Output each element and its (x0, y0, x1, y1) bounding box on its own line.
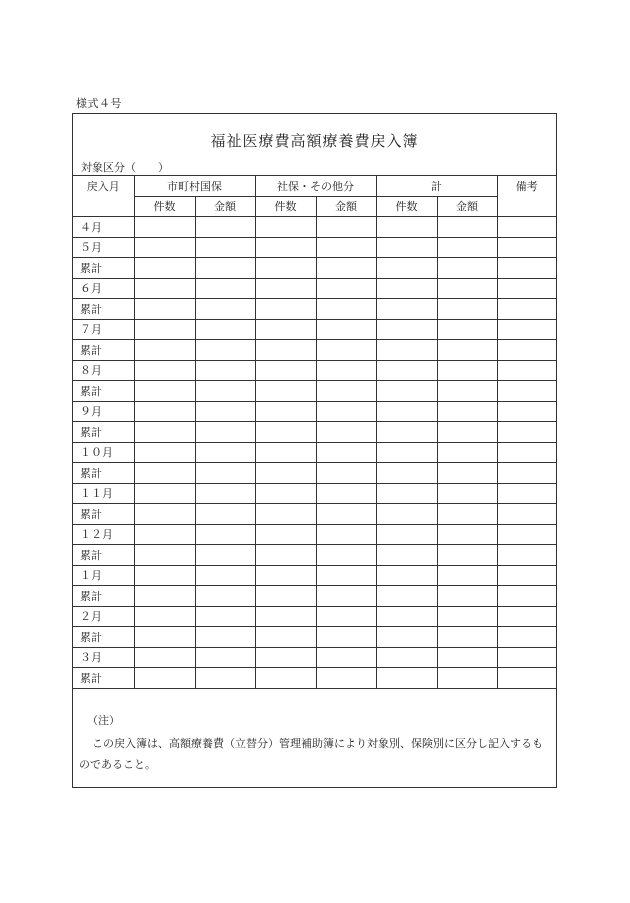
ledger-cell (134, 586, 195, 607)
cumulative-row (73, 586, 556, 607)
ledger-cell (437, 647, 497, 668)
ledger-cell (437, 565, 497, 586)
ledger-cell (497, 524, 556, 545)
ledger-cell (195, 258, 255, 279)
ledger-cell (134, 237, 195, 258)
ledger-cell (316, 381, 376, 402)
ledger-cell (376, 360, 437, 381)
total-header: 計 (376, 176, 497, 197)
ledger-cell (376, 237, 437, 258)
month-row (73, 278, 556, 299)
social-insurance-other-header: 社保・その他分 (255, 176, 376, 197)
ledger-cell (497, 606, 556, 627)
row-label: 累計 (73, 586, 134, 607)
ledger-cell (134, 524, 195, 545)
ledger-cell (316, 647, 376, 668)
ledger-cell (195, 524, 255, 545)
ledger-cell (316, 586, 376, 607)
ledger-cell (437, 483, 497, 504)
ledger-cell (195, 668, 255, 689)
ledger-cell (195, 299, 255, 320)
ledger-cell (255, 668, 316, 689)
ledger-cell (255, 278, 316, 299)
ledger-cell (376, 299, 437, 320)
cumulative-row (73, 668, 556, 689)
ledger-cell (437, 442, 497, 463)
ledger-cell (376, 278, 437, 299)
month-row (73, 319, 556, 340)
municipal-nhi-header: 市町村国保 (134, 176, 255, 197)
ledger-cell (195, 360, 255, 381)
ledger-cell (316, 565, 376, 586)
ledger-cell (497, 483, 556, 504)
row-label: 累計 (73, 668, 134, 689)
ledger-cell (195, 647, 255, 668)
ledger-cell (497, 442, 556, 463)
ledger-cell (437, 586, 497, 607)
ledger-cell (437, 422, 497, 443)
ledger-cell (195, 565, 255, 586)
row-label: １月 (73, 565, 134, 586)
ledger-cell (316, 627, 376, 648)
ledger-cell (134, 381, 195, 402)
ledger-cell (316, 524, 376, 545)
ledger-cell (255, 299, 316, 320)
ledger-cell (376, 586, 437, 607)
ledger-cell (195, 401, 255, 422)
ledger-cell (497, 319, 556, 340)
row-label: ６月 (73, 278, 134, 299)
ledger-cell (255, 217, 316, 238)
subject-category-label: 対象区分（ ） (81, 161, 169, 174)
ledger-cell (134, 627, 195, 648)
row-label: 累計 (73, 340, 134, 361)
form-title: 福祉医療費高額療養費戻入簿 (210, 132, 419, 150)
ledger-cell (255, 483, 316, 504)
count-header: 件数 (376, 196, 437, 217)
ledger-cell (497, 299, 556, 320)
ledger-cell (376, 647, 437, 668)
ledger-cell (134, 340, 195, 361)
ledger-cell (437, 627, 497, 648)
ledger-cell (255, 319, 316, 340)
ledger-cell (316, 463, 376, 484)
ledger-cell (316, 401, 376, 422)
ledger-cell (437, 463, 497, 484)
ledger-cell (195, 237, 255, 258)
ledger-cell (437, 524, 497, 545)
ledger-cell (316, 668, 376, 689)
ledger-cell (195, 606, 255, 627)
month-header: 戻入月 (73, 176, 134, 217)
row-label: 累計 (73, 463, 134, 484)
ledger-cell (376, 319, 437, 340)
row-label: ９月 (73, 401, 134, 422)
ledger-cell (195, 278, 255, 299)
remarks-header: 備考 (497, 176, 556, 217)
ledger-cell (376, 565, 437, 586)
cumulative-row (73, 627, 556, 648)
ledger-cell (497, 258, 556, 279)
amount-header: 金額 (316, 196, 376, 217)
month-row (73, 565, 556, 586)
ledger-cell (376, 606, 437, 627)
note-heading: （注） (87, 714, 120, 727)
ledger-cell (497, 217, 556, 238)
ledger-cell (497, 545, 556, 566)
ledger-cell (134, 401, 195, 422)
ledger-cell (195, 319, 255, 340)
ledger-cell (195, 627, 255, 648)
ledger-cell (376, 524, 437, 545)
ledger-cell (255, 360, 316, 381)
row-label: 累計 (73, 299, 134, 320)
ledger-cell (255, 504, 316, 525)
ledger-cell (497, 381, 556, 402)
ledger-cell (437, 278, 497, 299)
month-row (73, 401, 556, 422)
ledger-cell (437, 381, 497, 402)
ledger-cell (316, 483, 376, 504)
month-row (73, 647, 556, 668)
row-label: １０月 (73, 442, 134, 463)
month-row (73, 237, 556, 258)
ledger-cell (255, 442, 316, 463)
ledger-cell (376, 504, 437, 525)
ledger-cell (134, 278, 195, 299)
month-row (73, 360, 556, 381)
ledger-cell (497, 360, 556, 381)
ledger-cell (497, 340, 556, 361)
count-header: 件数 (255, 196, 316, 217)
ledger-cell (376, 217, 437, 238)
ledger-cell (437, 258, 497, 279)
ledger-cell (316, 217, 376, 238)
ledger-cell (437, 319, 497, 340)
ledger-cell (316, 258, 376, 279)
row-label: ５月 (73, 237, 134, 258)
row-label: 累計 (73, 422, 134, 443)
ledger-cell (134, 463, 195, 484)
ledger-cell (195, 217, 255, 238)
count-header: 件数 (134, 196, 195, 217)
row-label: 累計 (73, 545, 134, 566)
cumulative-row (73, 545, 556, 566)
header-row-1 (73, 176, 556, 197)
ledger-cell (497, 422, 556, 443)
ledger-cell (195, 504, 255, 525)
ledger-cell (134, 504, 195, 525)
ledger-cell (195, 545, 255, 566)
ledger-cell (497, 586, 556, 607)
row-label: ８月 (73, 360, 134, 381)
month-row (73, 606, 556, 627)
ledger-cell (316, 545, 376, 566)
header-row-2 (73, 196, 556, 217)
ledger-cell (437, 237, 497, 258)
ledger-cell (376, 483, 437, 504)
ledger-cell (255, 606, 316, 627)
ledger-cell (376, 442, 437, 463)
ledger-cell (316, 360, 376, 381)
ledger-cell (497, 668, 556, 689)
ledger-cell (195, 442, 255, 463)
ledger-cell (316, 504, 376, 525)
ledger-cell (255, 422, 316, 443)
cumulative-row (73, 504, 556, 525)
row-label: ３月 (73, 647, 134, 668)
ledger-cell (255, 463, 316, 484)
note-text: この戻入簿は、高額療養費（立替分）管理補助簿により対象別、保険別に区分し記入するものであること。 (79, 737, 543, 771)
ledger-cell (134, 360, 195, 381)
ledger-cell (255, 627, 316, 648)
ledger-cell (316, 278, 376, 299)
ledger-cell (376, 463, 437, 484)
ledger-cell (134, 319, 195, 340)
month-row (73, 483, 556, 504)
ledger-cell (497, 463, 556, 484)
cumulative-row (73, 299, 556, 320)
ledger-cell (195, 586, 255, 607)
cumulative-row (73, 258, 556, 279)
ledger-cell (134, 258, 195, 279)
ledger-cell (134, 217, 195, 238)
row-label: 累計 (73, 381, 134, 402)
ledger-cell (255, 340, 316, 361)
row-label: ７月 (73, 319, 134, 340)
amount-header: 金額 (195, 196, 255, 217)
ledger-cell (316, 237, 376, 258)
ledger-cell (316, 340, 376, 361)
month-row (73, 442, 556, 463)
ledger-cell (316, 442, 376, 463)
ledger-cell (437, 401, 497, 422)
ledger-body (73, 217, 556, 689)
ledger-cell (134, 565, 195, 586)
ledger-cell (134, 422, 195, 443)
ledger-cell (437, 504, 497, 525)
ledger-cell (376, 627, 437, 648)
row-label: 累計 (73, 504, 134, 525)
ledger-cell (497, 647, 556, 668)
ledger-cell (195, 422, 255, 443)
ledger-cell (376, 340, 437, 361)
form-number: 様式４号 (76, 97, 122, 110)
ledger-cell (134, 483, 195, 504)
ledger-cell (437, 340, 497, 361)
ledger-cell (437, 217, 497, 238)
ledger-cell (255, 524, 316, 545)
ledger-cell (255, 565, 316, 586)
amount-header: 金額 (437, 196, 497, 217)
ledger-cell (134, 647, 195, 668)
ledger-cell (316, 299, 376, 320)
row-label: 累計 (73, 258, 134, 279)
ledger-cell (437, 606, 497, 627)
cumulative-row (73, 463, 556, 484)
ledger-cell (195, 340, 255, 361)
ledger-cell (497, 504, 556, 525)
ledger-cell (497, 401, 556, 422)
ledger-cell (134, 299, 195, 320)
ledger-table (73, 175, 556, 689)
row-label: １２月 (73, 524, 134, 545)
month-row (73, 524, 556, 545)
ledger-cell (437, 545, 497, 566)
cumulative-row (73, 422, 556, 443)
ledger-cell (437, 668, 497, 689)
cumulative-row (73, 381, 556, 402)
row-label: 累計 (73, 627, 134, 648)
row-label: ２月 (73, 606, 134, 627)
ledger-cell (497, 237, 556, 258)
ledger-cell (376, 401, 437, 422)
ledger-form (72, 113, 557, 788)
ledger-cell (316, 606, 376, 627)
ledger-cell (255, 237, 316, 258)
ledger-cell (497, 565, 556, 586)
ledger-cell (437, 360, 497, 381)
ledger-cell (376, 381, 437, 402)
ledger-cell (497, 278, 556, 299)
ledger-cell (195, 381, 255, 402)
ledger-cell (195, 463, 255, 484)
ledger-cell (316, 422, 376, 443)
ledger-cell (497, 627, 556, 648)
ledger-cell (134, 668, 195, 689)
ledger-cell (255, 381, 316, 402)
ledger-cell (134, 606, 195, 627)
ledger-cell (134, 442, 195, 463)
ledger-cell (134, 545, 195, 566)
cumulative-row (73, 340, 556, 361)
ledger-cell (376, 668, 437, 689)
ledger-cell (376, 545, 437, 566)
ledger-cell (255, 401, 316, 422)
ledger-cell (255, 545, 316, 566)
ledger-cell (255, 586, 316, 607)
ledger-cell (316, 319, 376, 340)
ledger-cell (195, 483, 255, 504)
ledger-cell (376, 258, 437, 279)
row-label: １１月 (73, 483, 134, 504)
ledger-cell (255, 647, 316, 668)
ledger-cell (437, 299, 497, 320)
ledger-cell (376, 422, 437, 443)
row-label: ４月 (73, 217, 134, 238)
ledger-cell (255, 258, 316, 279)
month-row (73, 217, 556, 238)
